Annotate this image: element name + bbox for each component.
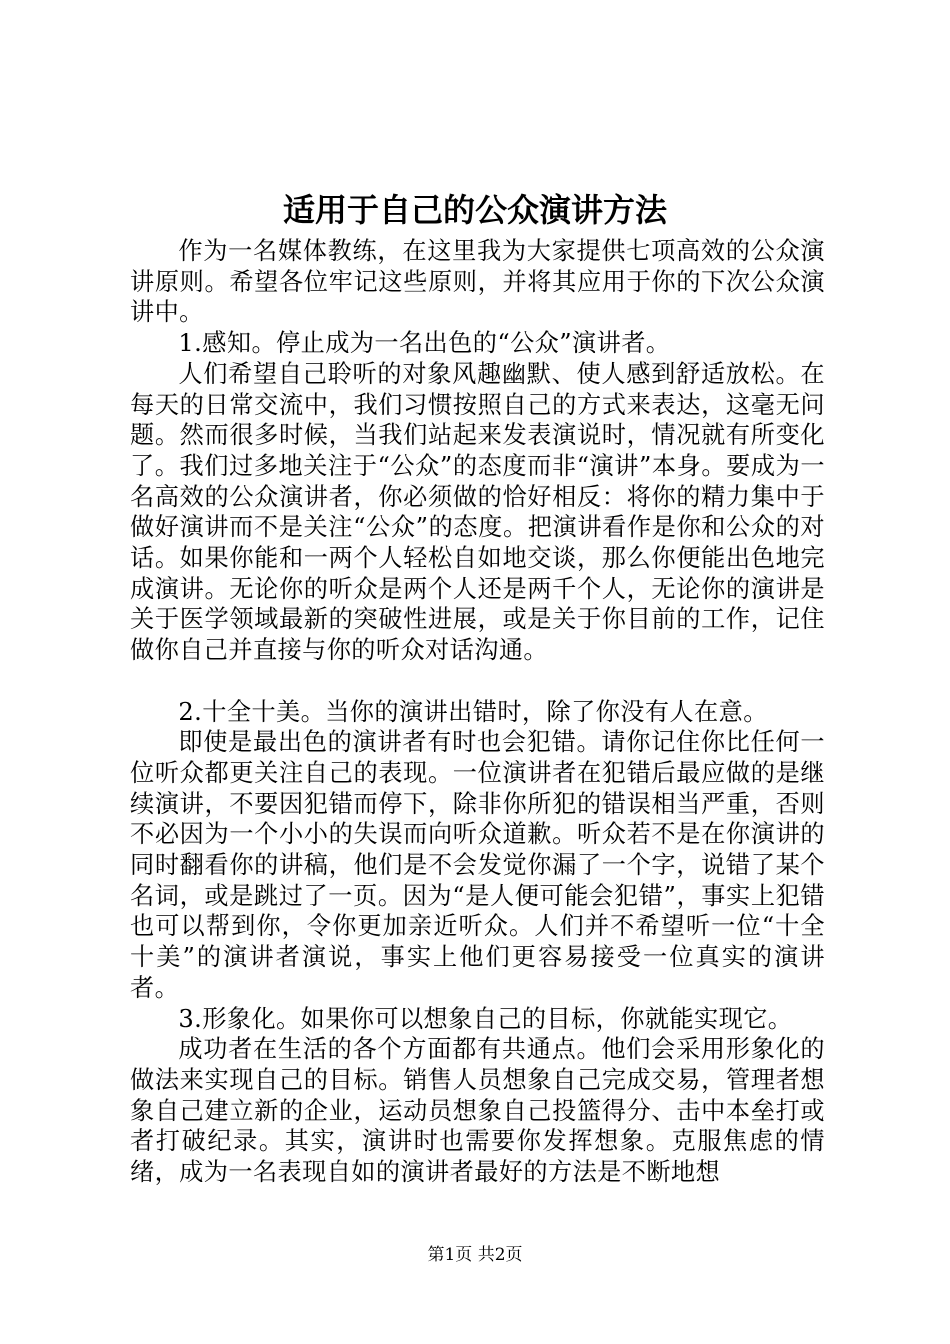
section-paragraph-3: 成功者在生活的各个方面都有共通点。他们会采用形象化的做法来实现自己的目标。销售人员想象自己完成交易，管理者想象自己建立新的企业，运动员想象自己投篮得分、击中本垒打或者打破纪录。其实，演讲时也需要你发挥想象。克服焦虑的情绪，成为一名表现自如的演讲者最好的方法是不断地想 — [130, 1035, 825, 1187]
section-heading-2: 2.十全十美。当你的演讲出错时，除了你没有人在意。 — [178, 697, 768, 726]
section-heading-3: 3.形象化。如果你可以想象自己的目标，你就能实现它。 — [178, 1004, 793, 1033]
section-paragraph-2: 即使是最出色的演讲者有时也会犯错。请你记住你比任何一位听众都更关注自己的表现。一位演讲者在犯错后最应做的是继续演讲，不要因犯错而停下，除非你所犯的错误相当严重，否则不必因为一个小小的失误而向听众道歉。听众若不是在你演讲的同时翻看你的讲稿，他们是不会发觉你漏了一个字，说错了某个名词，或是跳过了一页。因为“是人便可能会犯错”，事实上犯错也可以帮到你，令你更加亲近听众。人们并不希望听一位“十全十美”的演讲者演说，事实上他们更容易接受一位真实的演讲者。 — [130, 728, 825, 1002]
page-footer: 第1页 共2页 — [427, 1245, 523, 1265]
document-body — [130, 236, 825, 1188]
document-title: 适用于自己的公众演讲方法 — [282, 191, 667, 229]
paragraph-spacer — [130, 666, 825, 697]
section-heading-1: 1.感知。停止成为一名出色的“公众”演讲者。 — [178, 329, 671, 358]
intro-paragraph: 作为一名媒体教练，在这里我为大家提供七项高效的公众演讲原则。希望各位牢记这些原则，并将其应用于你的下次公众演讲中。 — [130, 237, 825, 327]
section-paragraph-1: 人们希望自己聆听的对象风趣幽默、使人感到舒适放松。在每天的日常交流中，我们习惯按照自己的方式来表达，这毫无问题。然而很多时候，当我们站起来发表演说时，情况就有所变化了。我们过多地关注于“公众”的态度而非“演讲”本身。要成为一名高效的公众演讲者，你必须做的恰好相反：将你的精力集中于做好演讲而不是关注“公众”的态度。把演讲看作是你和公众的对话。如果你能和一两个人轻松自如地交谈，那么你便能出色地完成演讲。无论你的听众是两个人还是两千个人，无论你的演讲是关于医学领域最新的突破性进展，或是关于你目前的工作，记住做你自己并直接与你的听众对话沟通。 — [130, 359, 825, 665]
